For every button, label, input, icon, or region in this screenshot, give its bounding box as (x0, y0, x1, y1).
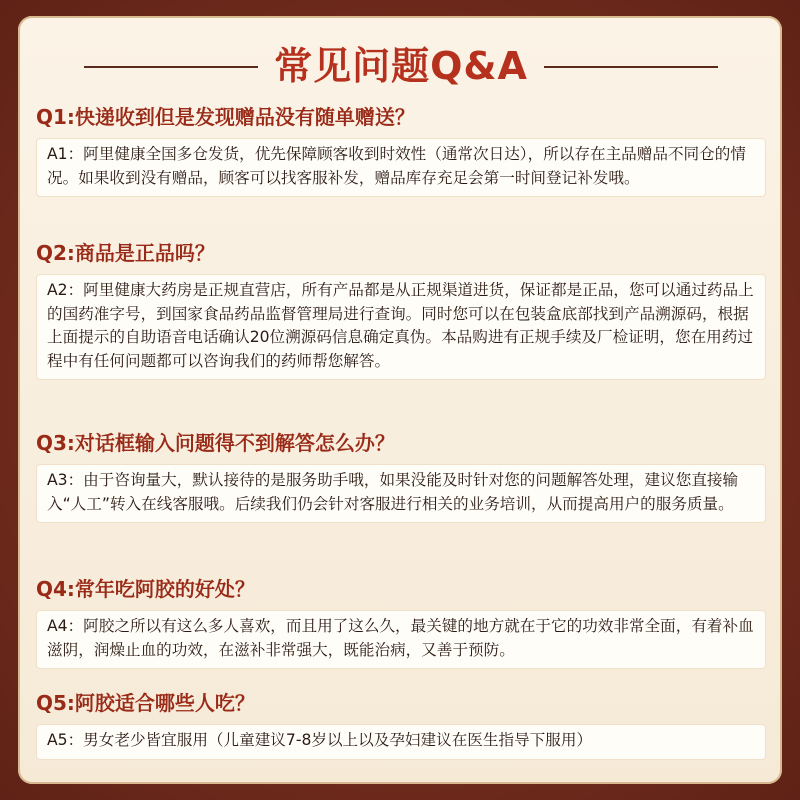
faq-card (18, 16, 782, 784)
title-row (18, 34, 782, 94)
faq-question-1: Q1:快递收到但是发现赠品没有随单赠送？ (36, 105, 415, 129)
faq-answer-1: A1：阿里健康全国多仓发货，优先保障顾客收到时效性（通常次日达），所以存在主品赠品不同仓的情况。如果收到没有赠品，顾客可以找客服补发，赠品库存充足会第一时间登记补发哦。 (36, 138, 766, 197)
faq-item-3 (36, 428, 766, 523)
faq-item-2 (36, 238, 766, 380)
faq-answer-5: A5：男女老少皆宜服用（儿童建议7-8岁以上以及孕妇建议在医生指导下服用） (36, 724, 766, 760)
faq-question-2: Q2:商品是正品吗？ (36, 241, 215, 265)
faq-item-4 (36, 574, 766, 669)
page-title: 常见问题Q&A (274, 44, 528, 88)
faq-answer-3: A3：由于咨询量大，默认接待的是服务助手哦，如果没能及时针对您的问题解答处理，建议您直接输入“人工”转入在线客服哦。后续我们仍会针对客服进行相关的业务培训，从而提高用户的服务质量。 (36, 464, 766, 523)
faq-answer-2: A2：阿里健康大药房是正规直营店，所有产品都是从正规渠道进货，保证都是正品，您可以通过药品上的国药准字号，到国家食品药品监督管理局进行查询。同时您可以在包装盒底部找到产品溯源码，根据上面提示的自助语音电话确认20位溯源码信息确定真伪。本品购进有正规手续及厂检证明，您在用药过程中有任何问题都可以咨询我们的药师帮您解答。 (36, 274, 766, 380)
faq-question-4: Q4:常年吃阿胶的好处？ (36, 577, 255, 601)
faq-question-5: Q5:阿胶适合哪些人吃？ (36, 691, 255, 715)
title-divider-right (544, 66, 718, 68)
faq-item-5 (36, 688, 766, 760)
title-divider-left (84, 66, 258, 68)
faq-item-1 (36, 102, 766, 197)
faq-answer-4: A4：阿胶之所以有这么多人喜欢，而且用了这么久，最关键的地方就在于它的功效非常全面，有着补血滋阴，润燥止血的功效，在滋补非常强大，既能治病，又善于预防。 (36, 610, 766, 669)
faq-question-3: Q3:对话框输入问题得不到解答怎么办？ (36, 431, 395, 455)
